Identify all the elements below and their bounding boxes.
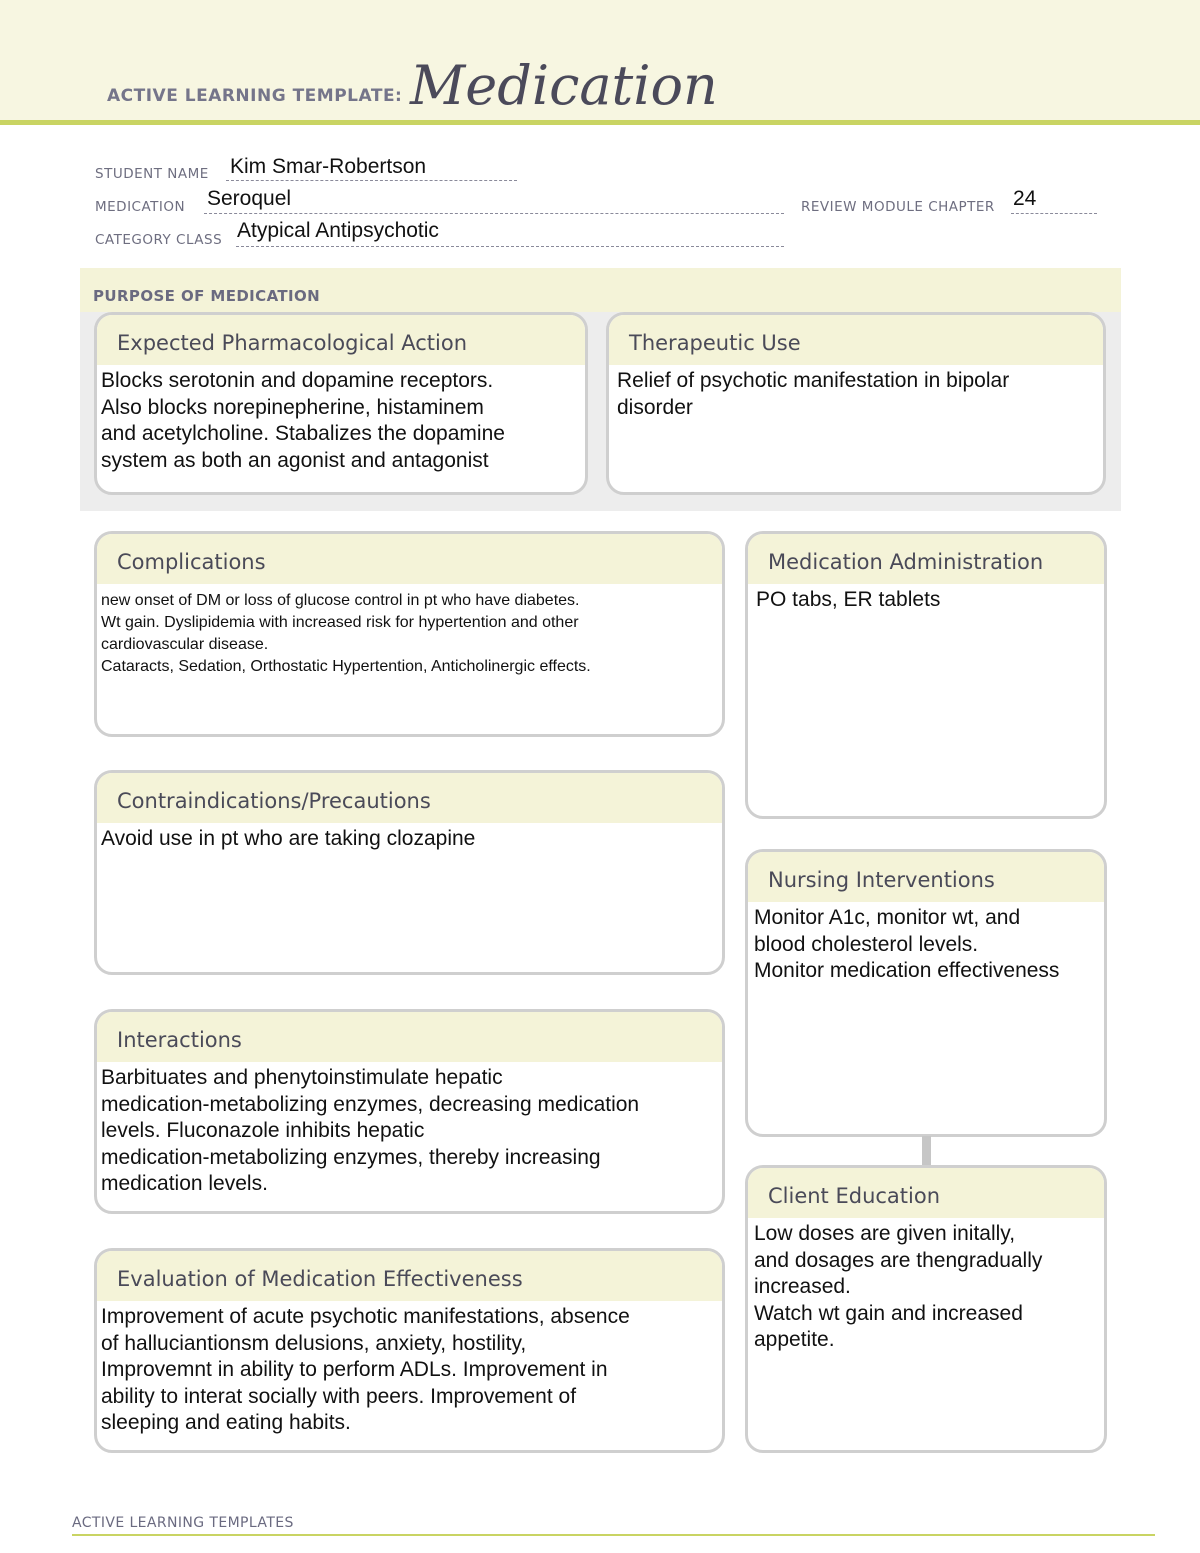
- interactions-card: [94, 1009, 725, 1214]
- evaluation-title: Evaluation of Medication Effectiveness: [97, 1251, 722, 1301]
- complications-text[interactable]: new onset of DM or loss of glucose control in pt who have diabetes. Wt gain. Dyslipidemia with increased risk for hypertention and other cardiovascular disease. Cataracts, Sedation, Orthostatic Hypertention, Anticholinergic effects.: [101, 592, 591, 675]
- medication-administration-title: Medication Administration: [748, 534, 1104, 584]
- contraindications-title: Contraindications/Precautions: [97, 773, 722, 823]
- contraindications-text[interactable]: Avoid use in pt who are taking clozapine: [101, 827, 476, 850]
- contraindications-card: [94, 770, 725, 975]
- template-label: ACTIVE LEARNING TEMPLATE:: [107, 86, 403, 106]
- nursing-interventions-title: Nursing Interventions: [748, 852, 1104, 902]
- student-name-label: STUDENT NAME: [95, 166, 209, 182]
- footer-rule: [72, 1534, 1155, 1536]
- student-name-line: [226, 180, 517, 181]
- nursing-interventions-text[interactable]: Monitor A1c, monitor wt, and blood cholesterol levels. Monitor medication effectiveness: [754, 906, 1060, 982]
- page-title: Medication: [410, 54, 718, 117]
- medication-field[interactable]: Seroquel: [207, 187, 292, 210]
- footer-label: ACTIVE LEARNING TEMPLATES: [72, 1515, 294, 1531]
- complications-card: [94, 531, 725, 737]
- evaluation-card: [94, 1248, 725, 1453]
- complications-title: Complications: [97, 534, 722, 584]
- connector-bar: [922, 1136, 931, 1166]
- category-class-field[interactable]: Atypical Antipsychotic: [237, 219, 439, 242]
- therapeutic-use-text[interactable]: Relief of psychotic manifestation in bipolar disorder: [617, 369, 1010, 419]
- review-module-line: [1011, 213, 1097, 214]
- header-rule: [0, 120, 1200, 125]
- category-class-label: CATEGORY CLASS: [95, 232, 223, 248]
- expected-action-text[interactable]: Blocks serotonin and dopamine receptors. Also blocks norepinepherine, histaminem and acetylcholine. Stabalizes the dopamine system as both an agonist and antagonist: [101, 369, 505, 472]
- client-education-text[interactable]: Low doses are given initally, and dosages are thengradually increased. Watch wt gain and increased appetite.: [754, 1222, 1043, 1351]
- evaluation-text[interactable]: Improvement of acute psychotic manifestations, absence of halluciantionsm delusions, anxiety, hostility, Improvemnt in ability to perform ADLs. Improvement in ability to interat socially with peers. Improvement of sleeping and eating habits.: [101, 1305, 630, 1434]
- client-education-title: Client Education: [748, 1168, 1104, 1218]
- category-class-line: [236, 246, 784, 247]
- medication-label: MEDICATION: [95, 199, 186, 215]
- nursing-interventions-card: [745, 849, 1107, 1137]
- therapeutic-use-card: [606, 312, 1106, 495]
- review-module-field[interactable]: 24: [1013, 187, 1037, 210]
- expected-action-card: [94, 312, 588, 495]
- student-name-field[interactable]: Kim Smar-Robertson: [230, 155, 427, 178]
- medication-administration-card: [745, 531, 1107, 819]
- medication-administration-text[interactable]: PO tabs, ER tablets: [756, 588, 941, 611]
- purpose-title: PURPOSE OF MEDICATION: [93, 287, 321, 305]
- review-module-label: REVIEW MODULE CHAPTER: [801, 199, 995, 215]
- therapeutic-use-title: Therapeutic Use: [609, 315, 1103, 365]
- client-education-card: [745, 1165, 1107, 1453]
- interactions-title: Interactions: [97, 1012, 722, 1062]
- expected-action-title: Expected Pharmacological Action: [97, 315, 585, 365]
- medication-line: [204, 213, 784, 214]
- interactions-text[interactable]: Barbituates and phenytoinstimulate hepatic medication-metabolizing enzymes, decreasing medication levels. Fluconazole inhibits hepatic medication-metabolizing enzymes, thereby increasing medication levels.: [101, 1066, 640, 1195]
